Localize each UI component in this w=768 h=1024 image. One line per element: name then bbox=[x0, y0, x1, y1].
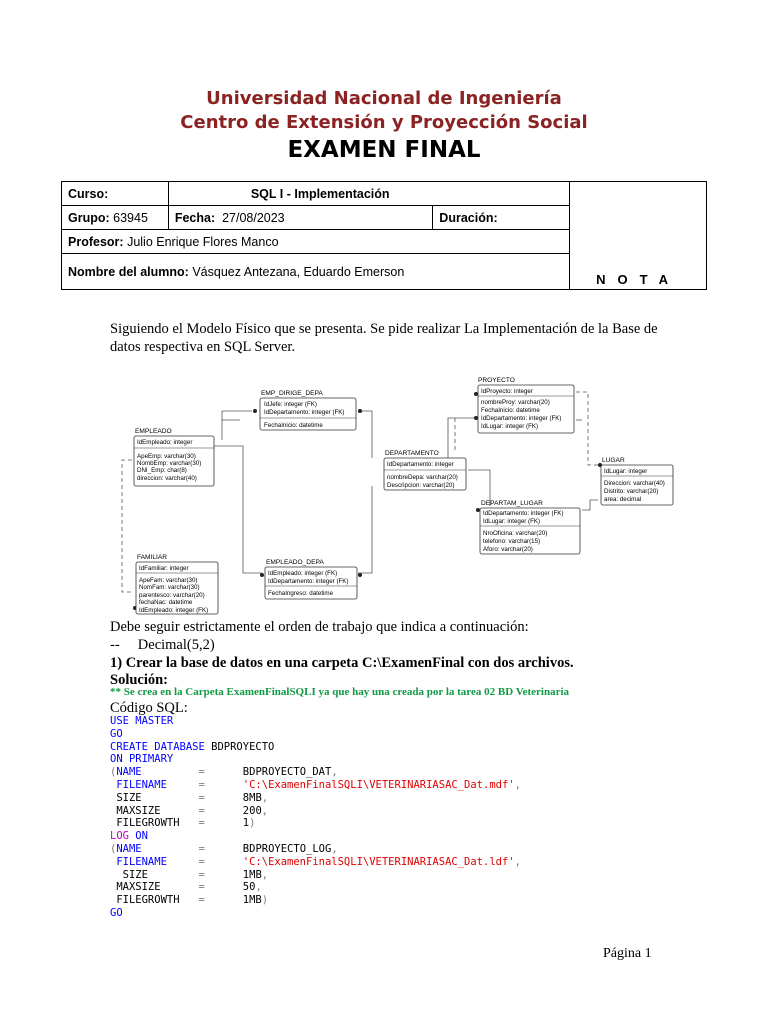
code-label: Código SQL: bbox=[110, 700, 188, 716]
svg-text:IdLugar: integer: IdLugar: integer bbox=[604, 468, 648, 475]
svg-text:FechaIngreso: datetime: FechaIngreso: datetime bbox=[268, 590, 334, 597]
svg-text:IdDepartamento: integer (FK): IdDepartamento: integer (FK) bbox=[264, 409, 345, 416]
svg-text:IdDepartamento: integer (FK): IdDepartamento: integer (FK) bbox=[268, 578, 349, 585]
svg-text:IdFamiliar: integer: IdFamiliar: integer bbox=[139, 565, 189, 572]
entity-familiar bbox=[136, 554, 218, 614]
alumno-cell: Nombre del alumno: Vásquez Antezana, Eduardo Emerson bbox=[62, 254, 570, 290]
svg-text:EMP_DIRIGE_DEPA: EMP_DIRIGE_DEPA bbox=[261, 390, 323, 397]
nota-cell: NOTA bbox=[570, 182, 707, 290]
svg-text:IdDepartamento: integer: IdDepartamento: integer bbox=[387, 461, 454, 468]
svg-text:NomFam: varchar(30): NomFam: varchar(30) bbox=[139, 584, 200, 591]
svg-text:IdJefe: integer (FK): IdJefe: integer (FK) bbox=[264, 401, 317, 408]
green-note: ** Se crea en la Carpeta ExamenFinalSQLI ya que hay una creada por la tarea 02 BD Veterinaria bbox=[110, 686, 570, 698]
svg-text:FechaInicio: datetime: FechaInicio: datetime bbox=[264, 422, 323, 429]
svg-text:DNI_Emp: char(8): DNI_Emp: char(8) bbox=[137, 467, 187, 474]
svg-text:NombEmp: varchar(30): NombEmp: varchar(30) bbox=[137, 460, 202, 467]
entity-empleado-depa bbox=[265, 559, 357, 599]
instructions-text: Debe seguir estrictamente el orden de trabajo que indica a continuación: bbox=[110, 619, 529, 635]
svg-text:ApeEmp: varchar(30): ApeEmp: varchar(30) bbox=[137, 453, 196, 460]
svg-text:IdEmpleado: integer: IdEmpleado: integer bbox=[137, 439, 193, 446]
center-title: Centro de Extensión y Proyección Social bbox=[180, 112, 588, 133]
svg-text:nombreDepa: varchar(20): nombreDepa: varchar(20) bbox=[387, 474, 458, 481]
entity-empleado bbox=[134, 428, 214, 486]
svg-text:Direccion: varchar(40): Direccion: varchar(40) bbox=[604, 480, 665, 487]
svg-text:ApeFam: varchar(30): ApeFam: varchar(30) bbox=[139, 577, 198, 584]
curso-value: SQL I - Implementación bbox=[168, 182, 569, 206]
svg-text:parentesco: varchar(20): parentesco: varchar(20) bbox=[139, 592, 205, 599]
svg-text:IdDepartamento: integer (FK): IdDepartamento: integer (FK) bbox=[481, 415, 562, 422]
svg-text:nombreProy: varchar(20): nombreProy: varchar(20) bbox=[481, 399, 550, 406]
sql-code-block: USE MASTER GO CREATE DATABASE BDPROYECTO ON PRIMARY (NAME = BDPROYECTO_DAT, FILENAME = 'C:\ExamenFinalSQLI\VETERINARIASAC_Dat.mdf', SIZE = 8MB, MAXSIZE = 200, FILEGROWTH = 1) LOG ON (NAME = BDPROYECTO_LOG, FILENAME = 'C:\ExamenFinalSQLI\VETERINARIASAC_Dat.ldf', SIZE = 1MB, MAXSIZE = 50, FILEGROWTH = 1MB) GO bbox=[110, 715, 521, 919]
svg-text:PROYECTO: PROYECTO bbox=[478, 377, 515, 384]
svg-text:telefono: varchar(15): telefono: varchar(15) bbox=[483, 538, 541, 545]
curso-label: Curso: bbox=[62, 182, 169, 206]
page-number: Página 1 bbox=[603, 946, 652, 961]
step-1-heading: 1) Crear la base de datos en una carpeta C:\ExamenFinal con dos archivos. bbox=[110, 655, 574, 671]
svg-text:fechaNac: datetime: fechaNac: datetime bbox=[139, 599, 193, 606]
svg-text:Aforo: varchar(20): Aforo: varchar(20) bbox=[483, 546, 533, 553]
svg-text:DEPARTAM_LUGAR: DEPARTAM_LUGAR bbox=[481, 500, 543, 507]
svg-text:LUGAR: LUGAR bbox=[602, 457, 625, 464]
svg-text:IdLugar: integer (FK): IdLugar: integer (FK) bbox=[481, 423, 539, 430]
svg-text:Distrito: varchar(20): Distrito: varchar(20) bbox=[604, 488, 659, 495]
svg-text:area: decimal: area: decimal bbox=[604, 496, 642, 503]
entity-lugar bbox=[601, 457, 673, 505]
fecha-cell: Fecha: 27/08/2023 bbox=[168, 206, 432, 230]
svg-text:DEPARTAMENTO: DEPARTAMENTO bbox=[385, 450, 439, 457]
university-title: Universidad Nacional de Ingeniería bbox=[206, 88, 562, 109]
profesor-cell: Profesor: Julio Enrique Flores Manco bbox=[62, 230, 570, 254]
exam-title: EXAMEN FINAL bbox=[287, 137, 481, 163]
entity-departamento bbox=[384, 450, 466, 490]
svg-text:FechaInicio: datetime: FechaInicio: datetime bbox=[481, 407, 540, 414]
svg-text:direccion: varchar(40): direccion: varchar(40) bbox=[137, 475, 197, 482]
solution-heading: Solución: bbox=[110, 672, 169, 688]
entity-departam-lugar bbox=[480, 500, 580, 554]
decimal-note: -- Decimal(5,2) bbox=[110, 637, 215, 653]
grupo-cell: Grupo: 63945 bbox=[62, 206, 169, 230]
svg-text:IdProyecto: integer: IdProyecto: integer bbox=[481, 388, 533, 395]
svg-text:IdLugar: integer (FK): IdLugar: integer (FK) bbox=[483, 518, 541, 525]
entity-emp-dirige-depa bbox=[260, 390, 356, 430]
svg-text:EMPLEADO: EMPLEADO bbox=[135, 428, 172, 435]
svg-text:IdEmpleado: integer (FK): IdEmpleado: integer (FK) bbox=[268, 570, 338, 577]
duracion-cell: Duración: bbox=[433, 206, 570, 230]
svg-text:FAMILIAR: FAMILIAR bbox=[137, 554, 168, 561]
svg-text:EMPLEADO_DEPA: EMPLEADO_DEPA bbox=[266, 559, 324, 566]
entity-proyecto bbox=[478, 377, 574, 433]
svg-text:IdEmpleado: integer (FK): IdEmpleado: integer (FK) bbox=[139, 607, 209, 614]
svg-text:NroOficina: varchar(20): NroOficina: varchar(20) bbox=[483, 530, 548, 537]
svg-text:Descripcion: varchar(20): Descripcion: varchar(20) bbox=[387, 482, 455, 489]
svg-text:IdDepartamento: integer (FK): IdDepartamento: integer (FK) bbox=[483, 510, 564, 517]
intro-paragraph: Siguiendo el Modelo Físico que se presenta. Se pide realizar La Implementación de la Base de datos respectiva en SQL Server. bbox=[110, 321, 658, 355]
